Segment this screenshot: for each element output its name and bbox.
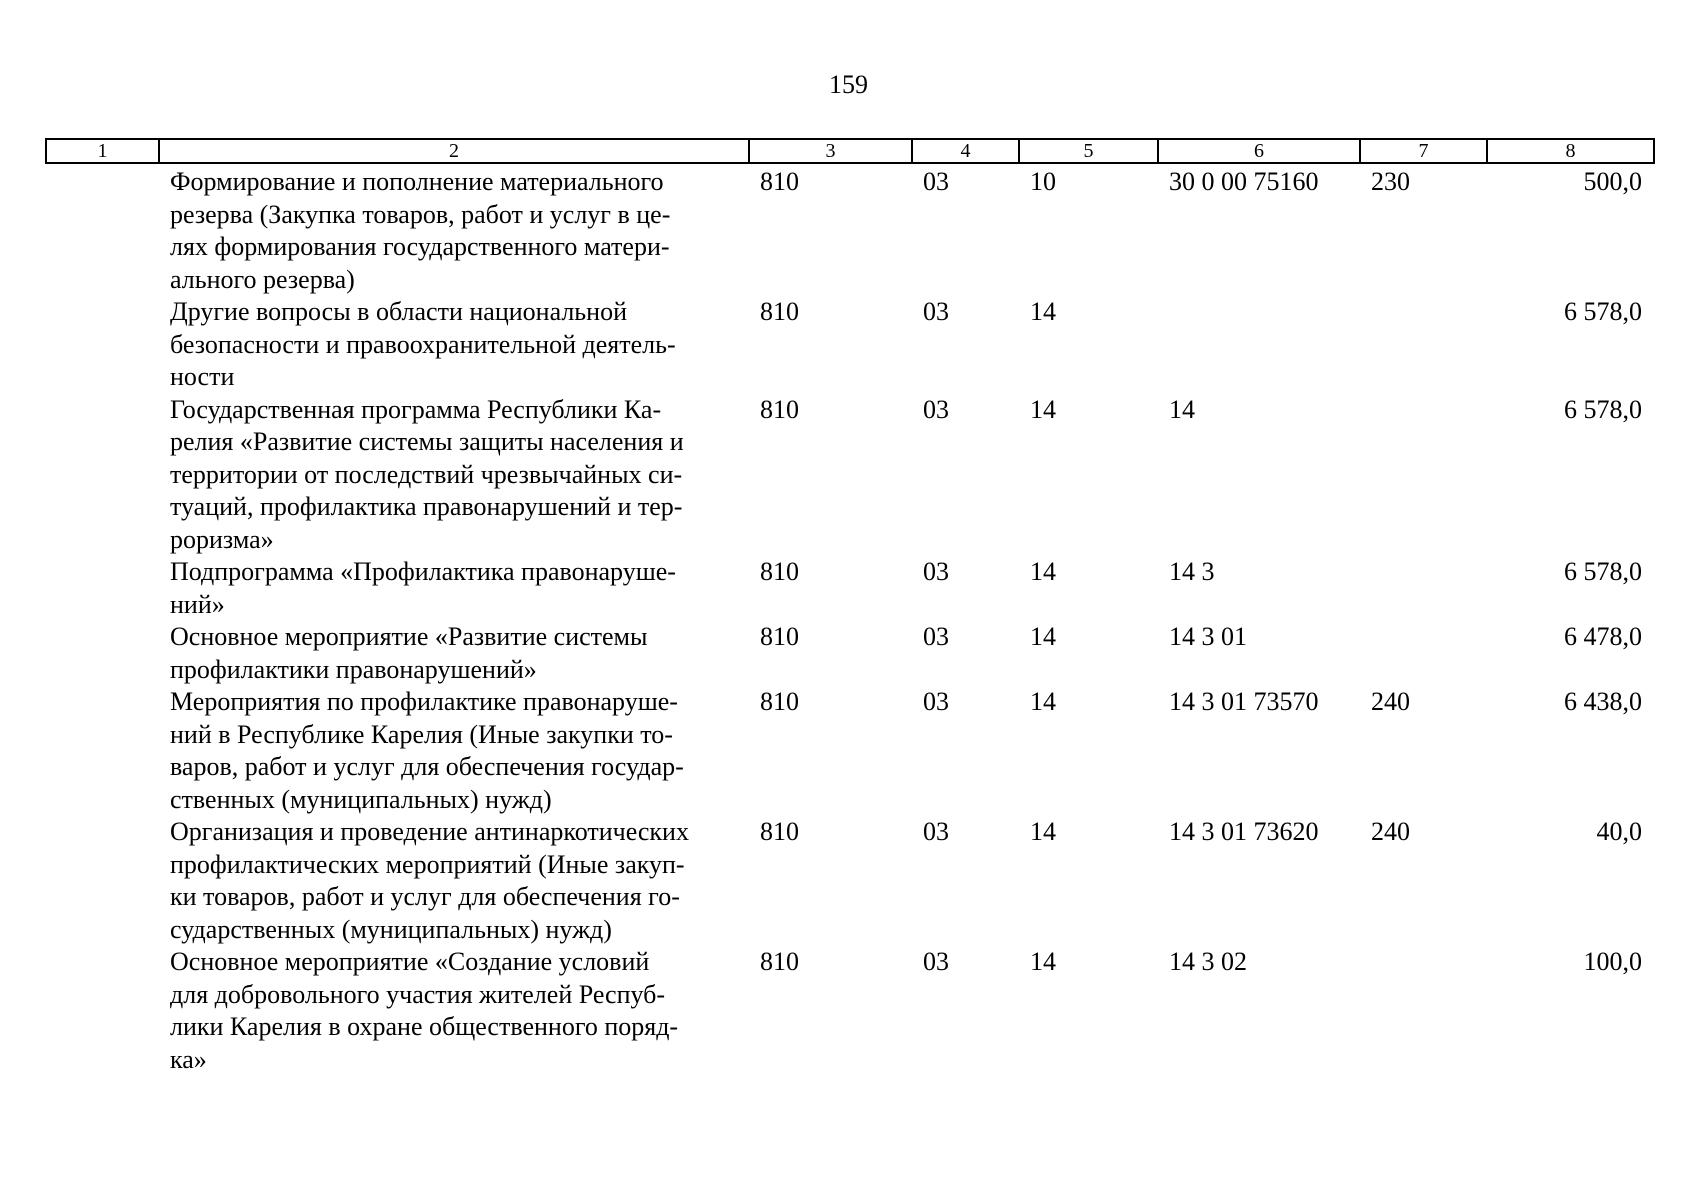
expense-type-cell: 240 bbox=[1371, 687, 1410, 716]
column-header: 6 bbox=[1158, 139, 1360, 163]
subsection-cell: 14 bbox=[1030, 622, 1056, 651]
item-name-cell: Формирование и пополнение материального резерва (Закупка товаров, работ и услуг в це- лях формирования государственного матери- ального резерва) bbox=[170, 167, 671, 294]
ministry-code-cell: 810 bbox=[760, 394, 799, 424]
target-article-cell bbox=[1158, 296, 1360, 394]
ministry-code-cell: 810 bbox=[760, 817, 799, 846]
subsection-cell: 10 bbox=[1030, 167, 1056, 196]
amount-cell: 6 578,0 bbox=[1564, 297, 1642, 326]
item-name-cell: Другие вопросы в области национальной безопасности и правоохранительной деятель- ности bbox=[170, 297, 676, 391]
expense-type-cell: 240 bbox=[1371, 817, 1410, 846]
target-article-cell: 14 3 01 bbox=[1169, 622, 1247, 651]
table-row bbox=[46, 394, 1654, 557]
subsection-cell: 14 bbox=[1030, 687, 1056, 716]
item-name-cell: Подпрограмма «Профилактика правонаруше- ний» bbox=[170, 557, 676, 619]
amount-cell: 40,0 bbox=[1596, 817, 1642, 846]
table-row bbox=[46, 296, 1654, 394]
item-name-cell: Мероприятия по профилактике правонаруше- ний в Республике Карелия (Иные закупки то- варов, работ и услуг для обеспечения государ- ственных (муниципальных) нужд) bbox=[170, 687, 684, 814]
ministry-code-cell: 810 bbox=[760, 557, 799, 586]
section-cell: 03 bbox=[923, 394, 949, 424]
section-cell: 03 bbox=[923, 297, 949, 326]
column-header: 2 bbox=[159, 139, 749, 163]
target-article-cell: 14 3 01 73570 bbox=[1169, 687, 1319, 716]
column-header: 5 bbox=[1019, 139, 1158, 163]
ministry-code-cell: 810 bbox=[760, 622, 799, 651]
row-number-cell bbox=[46, 556, 159, 621]
expense-type-cell bbox=[1360, 394, 1487, 557]
expense-type-cell bbox=[1360, 556, 1487, 621]
target-article-cell: 14 3 bbox=[1169, 557, 1215, 586]
section-cell: 03 bbox=[923, 687, 949, 716]
table-row bbox=[46, 816, 1654, 946]
amount-cell: 6 578,0 bbox=[1564, 557, 1642, 586]
target-article-cell: 14 3 01 73620 bbox=[1169, 817, 1319, 846]
column-header: 3 bbox=[749, 139, 912, 163]
row-number-cell bbox=[46, 621, 159, 686]
target-article-cell: 30 0 00 75160 bbox=[1169, 167, 1319, 196]
section-cell: 03 bbox=[923, 947, 949, 976]
table-row bbox=[46, 686, 1654, 816]
row-number-cell bbox=[46, 816, 159, 946]
subsection-cell: 14 bbox=[1030, 394, 1056, 424]
section-cell: 03 bbox=[923, 622, 949, 651]
expense-type-cell: 230 bbox=[1371, 167, 1410, 196]
target-article-cell: 14 bbox=[1169, 394, 1195, 424]
ministry-code-cell: 810 bbox=[760, 947, 799, 976]
section-cell: 03 bbox=[923, 167, 949, 196]
table-row bbox=[46, 163, 1654, 296]
row-number-cell bbox=[46, 394, 159, 557]
expense-type-cell bbox=[1360, 296, 1487, 394]
column-header: 4 bbox=[912, 139, 1019, 163]
column-header: 1 bbox=[46, 139, 159, 163]
row-number-cell bbox=[46, 163, 159, 296]
amount-cell: 6 578,0 bbox=[1564, 394, 1642, 424]
column-number-header-row bbox=[46, 139, 1654, 163]
item-name-cell: Основное мероприятие «Развитие системы профилактики правонарушений» bbox=[170, 622, 648, 684]
target-article-cell: 14 3 02 bbox=[1169, 947, 1247, 976]
page-number: 159 bbox=[829, 70, 868, 99]
item-name-cell: Основное мероприятие «Создание условий для добровольного участия жителей Респуб- лики Карелия в охране общественного поряд- ка» bbox=[170, 947, 679, 1074]
ministry-code-cell: 810 bbox=[760, 167, 799, 196]
expense-type-cell bbox=[1360, 621, 1487, 686]
section-cell: 03 bbox=[923, 557, 949, 586]
row-number-cell bbox=[46, 686, 159, 816]
column-header: 7 bbox=[1360, 139, 1487, 163]
column-header: 8 bbox=[1487, 139, 1654, 163]
table-row bbox=[46, 621, 1654, 686]
table-row bbox=[46, 946, 1654, 1076]
item-name-cell: Государственная программа Республики Ка- релия «Развитие системы защиты населения и территории от последствий чрезвычайных си- туаций, профилактика правонарушений и тер- роризма» bbox=[170, 394, 684, 554]
ministry-code-cell: 810 bbox=[760, 687, 799, 716]
subsection-cell: 14 bbox=[1030, 557, 1056, 586]
item-name-cell: Организация и проведение антинаркотических профилактических мероприятий (Иные закуп- ки товаров, работ и услуг для обеспечения го- сударственных (муниципальных) нужд) bbox=[170, 817, 689, 944]
subsection-cell: 14 bbox=[1030, 297, 1056, 326]
subsection-cell: 14 bbox=[1030, 947, 1056, 976]
amount-cell: 6 438,0 bbox=[1564, 687, 1642, 716]
row-number-cell bbox=[46, 946, 159, 1076]
expense-type-cell bbox=[1360, 946, 1487, 1076]
amount-cell: 100,0 bbox=[1583, 947, 1642, 976]
table-row bbox=[46, 556, 1654, 621]
amount-cell: 6 478,0 bbox=[1564, 622, 1642, 651]
subsection-cell: 14 bbox=[1030, 817, 1056, 846]
amount-cell: 500,0 bbox=[1583, 167, 1642, 196]
section-cell: 03 bbox=[923, 817, 949, 846]
ministry-code-cell: 810 bbox=[760, 297, 799, 326]
row-number-cell bbox=[46, 296, 159, 394]
budget-table bbox=[45, 138, 1655, 1076]
